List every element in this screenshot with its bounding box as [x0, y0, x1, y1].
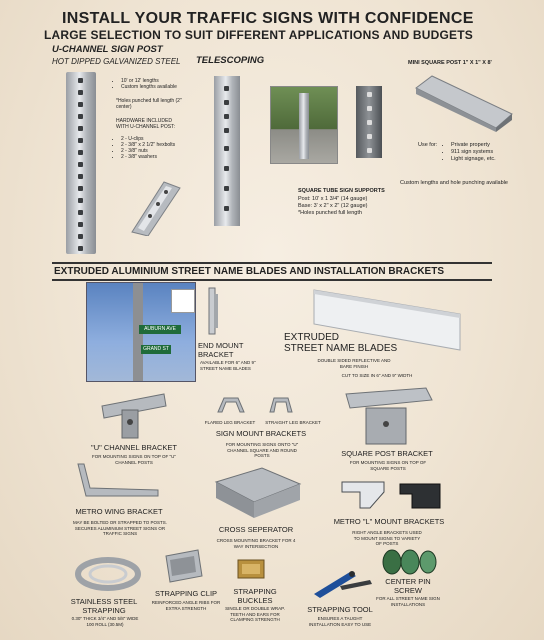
square-post-bracket-image [340, 384, 436, 450]
metro-l-desc: RIGHT ANGLE BRACKETS USED TO MOUNT SIGNS TO VARIETY OF POSTS [352, 530, 422, 546]
uchannel-closeup-image [128, 178, 182, 236]
square-tube-line: Base: 3' x 2" x 2" (12 gauge) [298, 203, 368, 209]
sign-mount-title: SIGN MOUNT BRACKETS [215, 429, 307, 438]
square-tube-lines [298, 196, 408, 217]
metro-l-bracket-image [340, 478, 444, 512]
section-divider-top [52, 262, 492, 264]
center-pin-screw-title: CENTER PIN SCREW [385, 577, 431, 595]
square-tube-image [356, 86, 382, 158]
use-for-label: Use for: [418, 142, 438, 148]
blades-title-line1: EXTRUDED [284, 332, 340, 343]
strapping-tool-title: STRAPPING TOOL [307, 605, 373, 614]
strapping-desc: 0.30" THICK 3/4" AND 5/8" WIDE 100 ROLL (30.5M) [71, 616, 139, 627]
hardware-item: • 2 - 3/8" washers [121, 154, 192, 160]
end-mount-title: END MOUNT BRACKET [198, 341, 244, 359]
blades-desc: DOUBLE SIDED REFLECTIVE AND BARE FINISH [317, 358, 391, 369]
u-channel-bracket-title: "U" CHANNEL BRACKET [91, 443, 177, 452]
use-item: • 911 sign systems [451, 149, 532, 156]
use-item: • Private property [451, 142, 532, 149]
straight-leg-label: STRAIGHT LEG BRACKET [265, 420, 321, 425]
strapping-clip-desc: REINFORCED ANGLE RIBS FOR EXTRA STRENGTH [151, 600, 221, 611]
strapping-buckles-title: STRAPPING BUCKLES [233, 587, 277, 605]
square-tube-line: *Holes punched full length [298, 210, 362, 216]
uchannel-title: U-CHANNEL SIGN POST [52, 44, 163, 55]
mini-square-uses [442, 142, 532, 163]
street-sign-2: GRAND ST [141, 345, 171, 354]
use-item: • Light signage, etc. [451, 156, 532, 163]
strapping-title: STAINLESS STEEL STRAPPING [70, 597, 138, 615]
sign-mount-desc: FOR MOUNTING SIGNS ONTO "U" CHANNEL SQUARE AND ROUND POSTS [225, 442, 299, 458]
center-pin-screw-image [380, 546, 438, 578]
u-channel-bracket-desc: FOR MOUNTING SIGNS ON TOP OF "U" CHANNEL POSTS [92, 454, 176, 465]
blades-title [284, 332, 397, 354]
section2-title: EXTRUDED ALUMINIUM STREET NAME BLADES AND INSTALLATION BRACKETS [54, 266, 444, 277]
strapping-tool-desc: ENSURES A TAUGHT INSTALLATION EASY TO USE [308, 616, 372, 627]
cross-separator-title: CROSS SEPERATOR [218, 525, 294, 534]
section-divider-bottom [52, 279, 492, 281]
flared-leg-bracket-image [216, 392, 246, 416]
strapping-clip-image [162, 546, 204, 586]
cross-separator-desc: CROSS MOUNTING BRACKET FOR 4 WAY INTERSECTION [216, 538, 296, 549]
square-tube-title: SQUARE TUBE SIGN SUPPORTS [298, 188, 385, 194]
strapping-buckles-image [234, 554, 270, 584]
strapping-roll-image [74, 552, 144, 596]
bracket-inset [171, 289, 195, 313]
metro-wing-bracket-image [74, 460, 160, 504]
square-post-bracket-title: SQUARE POST BRACKET [341, 449, 433, 458]
mini-square-custom-note: Custom lengths and hole punching available [400, 180, 508, 186]
telescoping-photo [270, 86, 338, 164]
center-pin-screw-desc: FOR ALL STREET NAME SIGN INSTALLATIONS [376, 596, 440, 607]
blades-title-line2: STREET NAME BLADES [284, 343, 398, 354]
blades-cut-note: CUT TO SIZE IN 6" AND 9" WIDTH [341, 373, 413, 378]
strapping-buckles-desc: SINGLE OR DOUBLE WRAP. TEETH AND EARS FOR CLAMPING STRENGTH [225, 606, 285, 622]
strapping-clip-title: STRAPPING CLIP [154, 589, 218, 598]
square-post-bracket-desc: FOR MOUNTING SIGNS ON TOP OF SQUARE POSTS [349, 460, 427, 471]
straight-leg-bracket-image [268, 394, 294, 414]
hardware-item: • 2 - 3/8" x 2 1/2" hexbolts [121, 142, 192, 148]
street-sign-photo [86, 282, 196, 382]
u-channel-bracket-image [98, 390, 170, 444]
mini-square-title: MINI SQUARE POST 1" X 1" X 8' [408, 60, 492, 66]
flared-leg-label: FLARED LEG BRACKET [204, 420, 256, 425]
hardware-item: • 2 - U-clips [121, 136, 192, 142]
telescoping-post-image [214, 76, 240, 226]
cross-separator-image [210, 462, 304, 522]
page-subtitle: LARGE SELECTION TO SUIT DIFFERENT APPLICATIONS AND BUDGETS [44, 28, 473, 42]
uchannel-lengths [112, 78, 192, 90]
metro-l-title: METRO "L" MOUNT BRACKETS [333, 517, 445, 526]
uchannel-holes-note: *Holes punched full length (2" center) [116, 98, 182, 110]
mini-square-post-image [414, 74, 514, 134]
telescoping-title: TELESCOPING [196, 55, 265, 66]
uchannel-length-item: • 10' or 12' lengths [121, 78, 192, 84]
uchannel-subtitle: HOT DIPPED GALVANIZED STEEL [52, 57, 181, 66]
uchannel-hardware-list [112, 136, 192, 160]
uchannel-post-image [66, 72, 96, 254]
metro-wing-title: METRO WING BRACKET [75, 507, 163, 516]
hardware-item: • 2 - 3/8" nuts [121, 148, 192, 154]
page-title: INSTALL YOUR TRAFFIC SIGNS WITH CONFIDENCE [62, 10, 474, 27]
strapping-tool-image [310, 566, 374, 602]
end-mount-desc: AVAILABLE FOR 6" AND 9" STREET NAME BLADES [200, 360, 256, 371]
uchannel-hardware-title: HARDWARE INCLUDED WITH U-CHANNEL POST: [116, 118, 175, 130]
uchannel-length-item: • Custom lengths available [121, 84, 192, 90]
square-tube-line: Post: 10' x 1 3/4" (14 gauge) [298, 196, 368, 202]
street-sign-1: AUBURN AVE [139, 325, 181, 334]
end-mount-image [206, 286, 220, 336]
metro-wing-desc: MAY BE BOLTED OR STRAPPED TO POSTS. SECURES ALUMINIUM STREET SIGNS OR TRAFFIC SIGNS [72, 520, 168, 536]
